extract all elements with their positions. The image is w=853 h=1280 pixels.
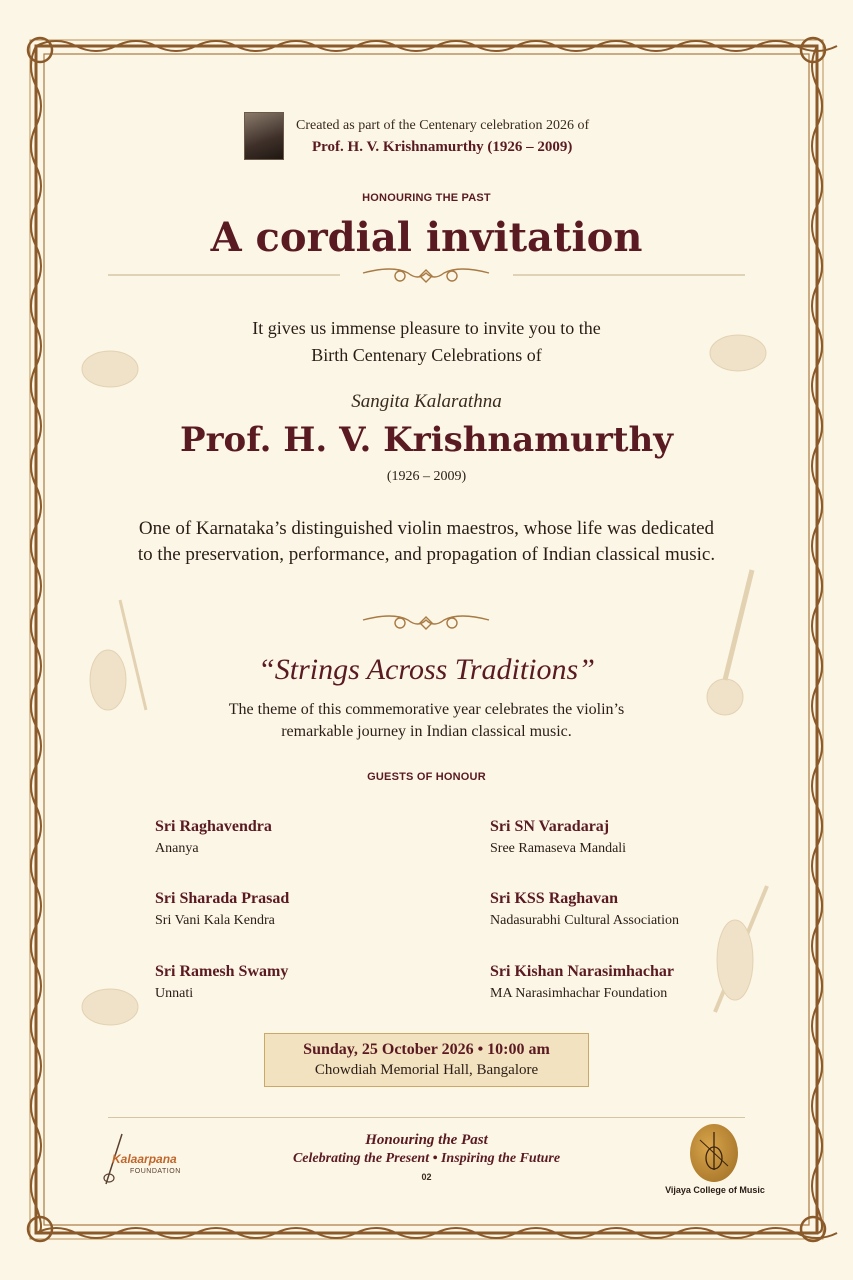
kalaarpana-logo-text: Kalaarpana — [112, 1152, 177, 1166]
theme-line-1: The theme of this commemorative year celebrates the violin’s — [228, 701, 625, 718]
footer-tagline-1: Honouring the Past — [365, 1132, 488, 1148]
honoree-description: One of Karnataka’s distinguished violin maestros, whose life was dedicated to the preservation, performance, and propagation of Indian classical music. — [137, 518, 716, 565]
guest-org: Sree Ramaseva Mandali — [490, 841, 627, 856]
violin-emblem-icon — [690, 1124, 738, 1182]
vijaya-college-logo — [690, 1124, 738, 1182]
invitation-line-2: Birth Centenary Celebrations of — [311, 345, 542, 365]
vijaya-college-caption: Vijaya College of Music — [665, 1185, 765, 1195]
guests-heading: GUESTS OF HONOUR — [367, 771, 486, 783]
guest-org: Ananya — [155, 841, 199, 856]
honoree-years: (1926 – 2009) — [386, 469, 467, 484]
theme-title: “Strings Across Traditions” — [258, 653, 595, 686]
guest-org: Sri Vani Kala Kendra — [155, 913, 275, 928]
guest-name: Sri Kishan Narasimhachar — [490, 963, 675, 980]
kicker: HONOURING THE PAST — [362, 192, 491, 204]
honorific: Sangita Kalarathna — [351, 391, 502, 412]
guest-org: Nadasurabhi Cultural Association — [490, 913, 679, 928]
guest-name: Sri SN Varadaraj — [490, 818, 610, 835]
footer-tagline-2: Celebrating the Present • Inspiring the Future — [292, 1151, 561, 1166]
guest-item — [490, 818, 626, 857]
guest-org: MA Narasimhachar Foundation — [490, 986, 668, 1001]
guest-item — [155, 963, 288, 1002]
event-venue: Chowdiah Memorial Hall, Bangalore — [314, 1062, 539, 1078]
guest-name: Sri KSS Raghavan — [490, 890, 619, 907]
guest-org: Unnati — [155, 986, 194, 1001]
header-line-2: Prof. H. V. Krishnamurthy (1926 – 2009) — [312, 139, 573, 155]
guest-name: Sri Sharada Prasad — [155, 890, 290, 907]
page-title: A cordial invitation — [210, 214, 643, 261]
theme-description — [0, 699, 853, 743]
guest-name: Sri Raghavendra — [155, 818, 272, 835]
guest-item — [490, 890, 679, 929]
guest-item — [155, 818, 272, 857]
guest-name: Sri Ramesh Swamy — [155, 963, 289, 980]
event-datetime: Sunday, 25 October 2026 • 10:00 am — [303, 1041, 550, 1058]
honoree-name: Prof. H. V. Krishnamurthy — [180, 420, 673, 460]
invitation-line-1: It gives us immense pleasure to invite you to the — [252, 318, 601, 338]
header-line-1: Created as part of the Centenary celebration 2026 of — [296, 118, 590, 133]
theme-line-2: remarkable journey in Indian classical music. — [281, 723, 572, 740]
kalaarpana-logo-sub: FOUNDATION — [130, 1168, 181, 1175]
event-details-box — [264, 1033, 589, 1087]
honoree-photo — [244, 112, 284, 160]
invitation-text — [0, 315, 853, 369]
guest-item — [490, 963, 674, 1002]
guest-item — [155, 890, 289, 929]
footer-divider — [108, 1117, 745, 1118]
page-number: 02 — [421, 1172, 432, 1182]
